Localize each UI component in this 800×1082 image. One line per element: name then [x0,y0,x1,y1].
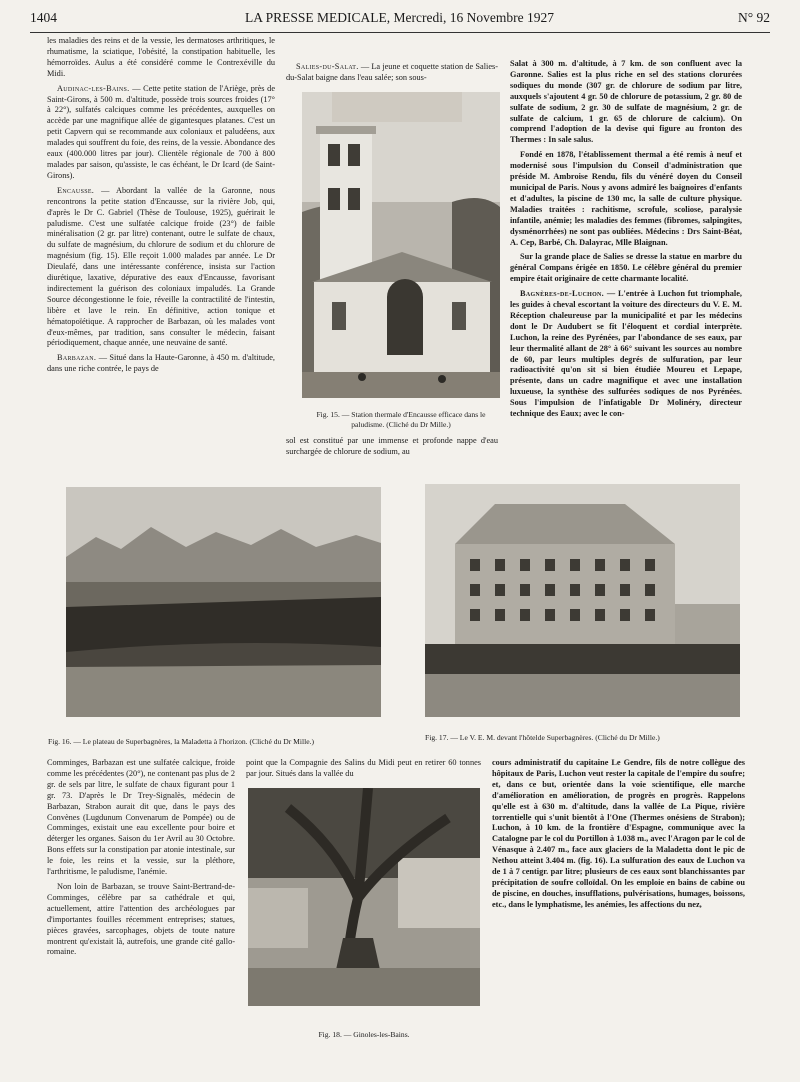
statue-paragraph: Sur la grande place de Salies se dresse la statue en marbre du général Compans érigée en 1850. Le célèbre général du premier empire était originaire de cette charmante localité. [510,252,742,284]
audinac-text: — Cette petite station de l'Ariège, près de Saint-Girons, à 500 m. d'altitude, possède trois sources froides (17° à 22°), sulfatés calciques comme les précédentes, auxquelles on accède par une magnifique allée de gigantesques platanes. C'est un petit Capvern qui se recommande aux coloniaux et paludéens, aux malades qui souffrent du foie, des reins, de la vessie. Abondance des eaux (400.000 litres par jour). Clientèle régionale de 700 à 800 malades par saison, qu'assiste, le cas échéant, le Dr Icard (de Saint-Girons). [47,83,276,180]
barbazan-continuation: Comminges, Barbazan est une sulfatée calcique, froide comme les précédentes (20°), ne contenant pas plus de 2 gr. de sels par litre, le sulfate de chaux figurant pour 1 gr. 73. D'après le Dr Trey-Signalès, médecin de Barbazan, Strabon aurait dit que, dans le pays des Convènes (Lugdunum Convenarum de Pompée) ou de Comminges, existait une eau excellente pour boire et déterger les organes. Saison du 1er Avril au 30 Octobre. Bons effets sur la constipation par atonie intestinale, sur le foie, les reins et la vessie, sur la pléthore, l'arthritisme, le paludisme, l'anémie. [47,758,235,877]
journal-title: LA PRESSE MEDICALE, Mercredi, 16 Novembre 1927 [245,10,554,25]
salies-continuation: sol est constitué par une immense et profonde nappe d'eau surchargée de chlorure de sodium, au [286,436,498,456]
encausse-text: — Abordant la vallée de la Garonne, nous rencontrons la petite station d'Encausse, sur la rivière Job, qui, d'après le Dr C. Gabriel (Thèse de Toulouse, 1925), guérirait le paludisme. C'est une sulfatée calcique froide (23°) de faible minéralisation (2 gr. par litre) contenant, outre le sulfate de chaux, du sulfate de magnésium, du chlorure de sodium et du chlorure de magnésium (fig. 15). Elle reçoit 1.000 malades par année. Le Dr Dieulafé, dans une intéressante conférence, insista sur l'action diurétique, laxative, dépurative des eaux d'Encausse, favorisant indirectement la guérison des coloniaux impaludés. La Grande Source décongestionne le foie, réveille la contractilité de l'intestin, libère et lave le rein. En définitive, action tonique et hématopoïétique. A rapprocher de Barbazan, où les malades vont d'eux-mêmes, par tradition, sans consulter le médecin, faisant périodiquement, chaque année, une neuvaine de santé. [47,185,275,348]
bottom-column-3 [492,758,745,915]
page-number: 1404 [30,10,57,25]
salins-paragraph: point que la Compagnie des Salins du Midi peut en retirer 60 tonnes par jour. Situés dans la vallée du [246,758,481,778]
salies-detail: Salat à 300 m. d'altitude, à 7 km. de son confluent avec la Garonne. Salies est la plus riche en sel des stations clorurées sodiques du monde (307 gr. de chlorure de sodium par litre, auxquels s'ajoutent 4 gr. 50 de chlorure de potassium, 2 gr. 80 de sulfate de sodium, 2 gr. 30 de sulfate de magnésium, 2 gr. de sulfate de calcium, 1 gr. 65 de chlorure de calcium). On comprend l'adoption de la devise qui figure au fronton des Thermes : In sale salus. [510,59,742,145]
salies-heading: Salies-du-Salat. [296,62,359,71]
figure-16-caption: Fig. 16. — Le plateau de Superbagnères, la Maladetta à l'horizon. (Cliché du Dr Mille.) [48,737,315,746]
etablissement-paragraph: Fondé en 1878, l'établissement thermal a été remis à neuf et modernisé sous l'impulsion du Conseil d'administration que préside M. Ambroise Rendu, fils du vénéré doyen du Conseil municipal de Paris. Nous y avons admiré les baignoires d'enfants et d'adultes, la piscine de 130 mc, la salle de culture physique. Maladies traitées : rachitisme, scrofule, scoliose, paralysie infantile, anémie; les maladies des femmes (fibromes, salpingites, dysménorrhées) ne sont pas oubliées. Médecins : Drs Saint-Béat, A. Cep, Barbé, Ch. Dalayrac, Mlle Blaignan. [510,150,742,247]
column-1 [47,36,275,379]
figure-17-caption: Fig. 17. — Le V. E. M. devant l'hôtelde Superbagnères. (Cliché du Dr Mille.) [425,733,660,742]
luchon-continuation: cours administratif du capitaine Le Gendre, fils de notre collègue des hôpitaux de Paris, Luchon veut rester la capitale de l'empire du soufre; et, dans ce but, orientée dans la voie scientifique, elle marche d'amélioration en amélioration, de progrès en progrès. Rappelons qu'elle est à 630 m. d'altitude, dans la vallée de La Pique, rivière torrentielle qui s'unit bientôt à l'One (Thermes onésiens de Strabon); Luchon, à 10 km. de la frontière d'Espagne, communique avec la Catalogne par le col du Portillon à 1.038 m., avec l'Aragon par le col de Vénasque à 2.407 m., face aux glaciers de la Maladetta dont le pic de Nethou atteint 3.404 m. (fig. 16). La sulfuration des eaux de Luchon va de 1 à 7 centigr. par litre; plusieurs de ces eaux sont blanchissantes par précipitation de soufre colloïdal. On les emploie en bains de cabine ou de piscine, en douches, insufflations, pulvérisations, humages, boissons, etc., dans le lymphatisme, les anémies, les affections du nez, [492,758,745,909]
figure-17-photo [425,484,740,717]
luchon-heading: Bagnères-de-Luchon. [520,289,605,299]
column-2-continuation [286,436,498,462]
figure-18-photo [248,788,480,1006]
figure-15-caption: Fig. 15. — Station thermale d'Encausse efficace dans le paludisme. (Cliché du Dr Mille.) [316,410,486,429]
salies-text: — La jeune et coquette station de Salies-du-Salat baigne dans l'eau salée; son sous- [286,62,498,82]
bottom-column-2 [246,758,481,784]
figure-18-caption: Fig. 18. — Ginoles-les-Bains. [318,1030,410,1039]
page-header [30,6,770,33]
intro-paragraph: les maladies des reins et de la vessie, les dermatoses arthritiques, le rhumatisme, la sciatique, l'obésité, la constipation habituelle, les hémorroïdes. Aulus a été considéré comme le Contrexéville du Midi. [47,36,275,78]
encausse-heading: Encausse. [57,185,95,195]
luchon-text: — L'entrée à Luchon fut triomphale, les guides à cheval escortant la voiture des directeurs du V. E. M. Réception chaleureuse par la municipalité et par les médecins dont le Dr Audubert se fit l'éloquent et cordial interprète. Luchon, la reine des Pyrénées, par l'abondance de ses eaux, par leur thermalité allant de 28° à 66° suivant les sources au nombre de 60, par leurs multiples degrés de sulfuration, par leur radioactivité qu'on sit si bien étudiée Moureu et Lepape, présente, dans un cadre magnifique et avec une installation luxueuse, la synthèse des sulfurées sodiques de nos Pyrénées. Sous l'impulsion de l'infatigable Dr Molinéry, directeur technique des Eaux; avec le con- [510,289,742,419]
figure-16-photo [66,487,381,717]
audinac-heading: Audinac-les-Bains. [57,83,130,93]
barbazan-text: — Situé dans la Haute-Garonne, à 450 m. d'altitude, dans une riche contrée, le pays de [47,353,275,374]
issue-number: N° 92 [737,10,770,25]
saint-bertrand-paragraph: Non loin de Barbazan, se trouve Saint-Bertrand-de-Comminges, célèbre par sa cathédrale et qui, actuellement, attire l'attention des archéologues par d'importantes fouilles récemment entreprises; statues, pièces gravées, sarcophages, objets de toute nature montrent qu'existait là, autrefois, une grande cité gallo-romaine. [47,881,235,957]
bottom-column-1 [47,758,235,962]
figure-15-photo [302,92,500,398]
column-3 [510,59,742,424]
barbazan-heading: Barbazan. [57,353,97,363]
column-2-top [286,62,498,88]
